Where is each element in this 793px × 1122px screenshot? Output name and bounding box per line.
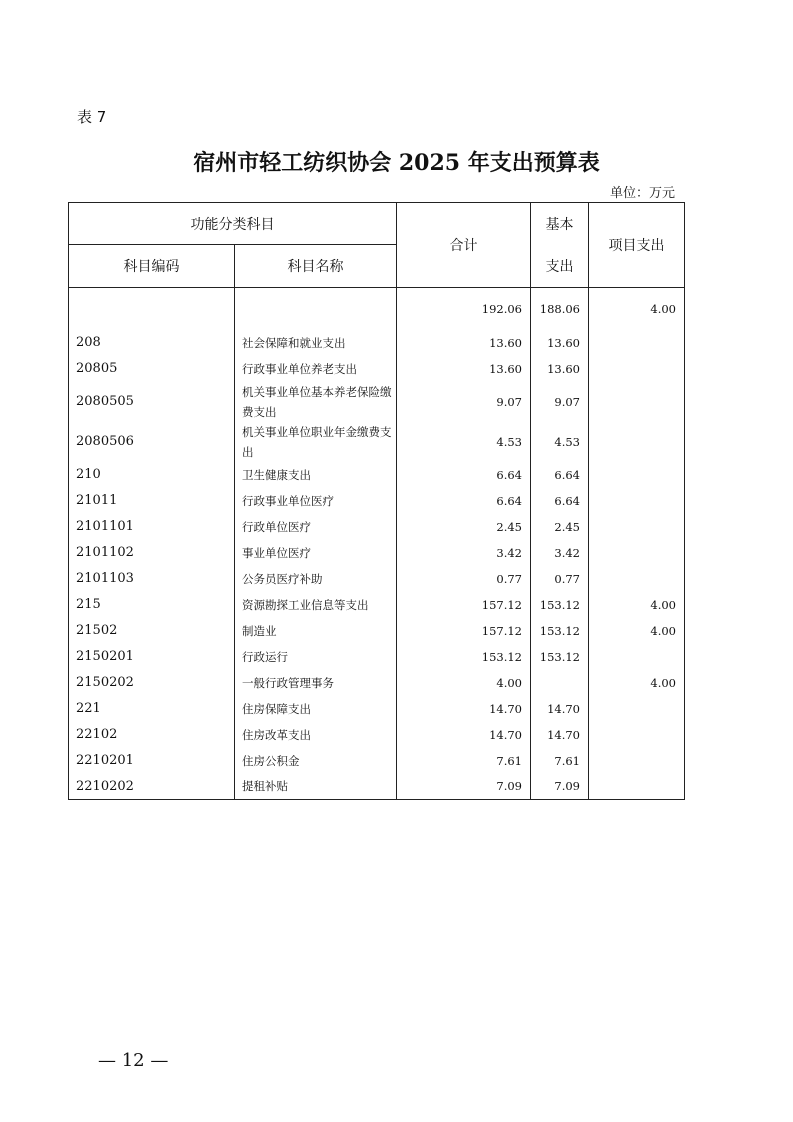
row-project [589,356,685,382]
row-total: 6.64 [397,462,531,488]
row-code: 2080505 [69,382,235,422]
row-basic: 6.64 [531,488,589,514]
table-row [69,644,685,670]
row-total: 153.12 [397,644,531,670]
table-row [69,462,685,488]
row-total: 14.70 [397,696,531,722]
header-basic-line1: 基本 [545,217,574,233]
row-basic: 6.64 [531,462,589,488]
row-total: 14.70 [397,722,531,748]
row-name: 行政运行 [235,644,397,670]
header-basic-line2: 支出 [545,259,574,275]
row-project [589,566,685,592]
row-name: 社会保障和就业支出 [235,330,397,356]
summary-name-cell [235,288,397,330]
table-row [69,382,685,422]
table-row [69,618,685,644]
row-code: 20805 [69,356,235,382]
row-code: 2150201 [69,644,235,670]
row-basic: 2.45 [531,514,589,540]
row-total: 13.60 [397,330,531,356]
row-basic: 7.61 [531,748,589,774]
row-project [589,462,685,488]
row-project [589,696,685,722]
row-code: 21011 [69,488,235,514]
row-total: 157.12 [397,592,531,618]
row-project [589,422,685,462]
row-name: 公务员医疗补助 [235,566,397,592]
header-total: 合计 [397,203,531,288]
table-row [69,488,685,514]
table-row [69,722,685,748]
budget-table [68,202,685,800]
page-number: — 12 — [98,1050,169,1071]
row-project [589,488,685,514]
row-code: 208 [69,330,235,356]
table-row [69,514,685,540]
row-name: 行政单位医疗 [235,514,397,540]
row-project [589,722,685,748]
row-name: 事业单位医疗 [235,540,397,566]
row-name: 住房公积金 [235,748,397,774]
row-basic: 7.09 [531,774,589,800]
row-total: 0.77 [397,566,531,592]
table-row [69,696,685,722]
row-total: 9.07 [397,382,531,422]
header-func-category: 功能分类科目 [69,203,397,245]
row-code: 2101101 [69,514,235,540]
row-basic: 0.77 [531,566,589,592]
row-name: 资源勘探工业信息等支出 [235,592,397,618]
row-basic: 14.70 [531,722,589,748]
page-title: 宿州市轻工纺织协会 2025 年支出预算表 [193,150,600,176]
table-row [69,330,685,356]
header-basic [531,203,589,288]
row-code: 2150202 [69,670,235,696]
row-basic [531,670,589,696]
row-basic: 153.12 [531,644,589,670]
row-project: 4.00 [589,670,685,696]
row-name: 一般行政管理事务 [235,670,397,696]
row-basic: 9.07 [531,382,589,422]
row-name: 住房改革支出 [235,722,397,748]
row-code: 210 [69,462,235,488]
row-code: 215 [69,592,235,618]
table-row [69,422,685,462]
row-code: 22102 [69,722,235,748]
row-total: 4.53 [397,422,531,462]
row-name: 住房保障支出 [235,696,397,722]
row-code: 2101102 [69,540,235,566]
row-name: 机关事业单位职业年金缴费支出 [235,422,397,462]
row-code: 2101103 [69,566,235,592]
row-name: 制造业 [235,618,397,644]
table-row [69,774,685,800]
table-row [69,748,685,774]
row-basic: 3.42 [531,540,589,566]
row-basic: 153.12 [531,592,589,618]
table-row [69,356,685,382]
row-basic: 13.60 [531,356,589,382]
summary-row [69,288,685,330]
summary-project: 4.00 [589,288,685,330]
row-project [589,748,685,774]
summary-code-cell [69,288,235,330]
table-row [69,592,685,618]
row-project [589,330,685,356]
summary-total: 192.06 [397,288,531,330]
unit-label: 单位：万元 [609,186,675,201]
row-name: 提租补贴 [235,774,397,800]
row-name: 卫生健康支出 [235,462,397,488]
summary-basic: 188.06 [531,288,589,330]
row-project [589,774,685,800]
row-total: 7.09 [397,774,531,800]
header-name: 科目名称 [235,245,397,288]
row-project [589,644,685,670]
header-project: 项目支出 [589,203,685,288]
table-row [69,566,685,592]
row-code: 2080506 [69,422,235,462]
row-code: 221 [69,696,235,722]
row-basic: 13.60 [531,330,589,356]
row-project: 4.00 [589,618,685,644]
table-label: 表 7 [77,108,107,126]
header-code: 科目编码 [69,245,235,288]
row-total: 13.60 [397,356,531,382]
row-code: 2210201 [69,748,235,774]
table-row [69,540,685,566]
row-basic: 153.12 [531,618,589,644]
row-total: 4.00 [397,670,531,696]
row-total: 157.12 [397,618,531,644]
row-name: 机关事业单位基本养老保险缴费支出 [235,382,397,422]
row-code: 2210202 [69,774,235,800]
row-basic: 4.53 [531,422,589,462]
row-project [589,382,685,422]
row-name: 行政事业单位养老支出 [235,356,397,382]
row-project: 4.00 [589,592,685,618]
row-total: 6.64 [397,488,531,514]
row-basic: 14.70 [531,696,589,722]
row-total: 3.42 [397,540,531,566]
row-total: 7.61 [397,748,531,774]
row-code: 21502 [69,618,235,644]
row-project [589,514,685,540]
table-row [69,670,685,696]
row-total: 2.45 [397,514,531,540]
row-project [589,540,685,566]
row-name: 行政事业单位医疗 [235,488,397,514]
